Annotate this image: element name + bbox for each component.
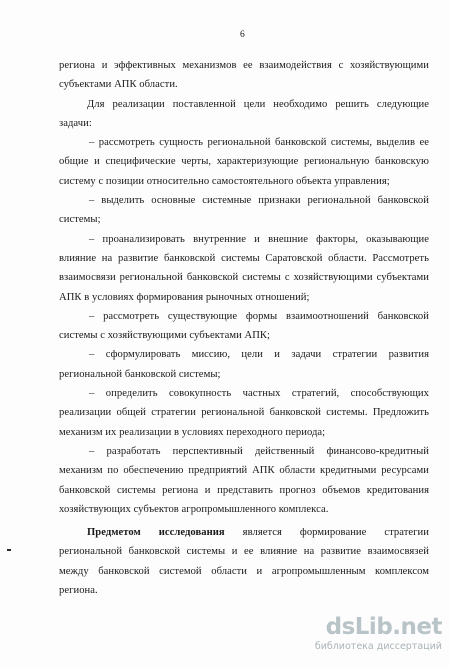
paragraph-subject (59, 523, 429, 600)
task-item: – рассмотреть сущность региональной банковской системы, выделив ее общие и специфические черты, характеризующие региональную банковскую систему с позиции относительно самостоятельного объекта управления; (59, 137, 429, 187)
margin-mark (7, 549, 11, 551)
task-item: – разработать перспективный действенный финансово-кредитный механизм по обеспечению предприятий АПК области кредитными ресурсами банковской системы региона и представить прогноз объемов кредитования хозяйствующих субъектов агропромышленного комплекса. (59, 445, 429, 515)
body-text (59, 56, 429, 600)
task-item: – определить совокупность частных стратегий, способствующих реализации общей стратегии региональной банковской системы. Предложить механизм их реализации в условиях переходного периода; (59, 388, 429, 438)
subject-text: является формирование стратегии региональной банковской системы и ее влияние на развитие взаимосвязей между банковской системой области и агропромышленным комплексом региона. (59, 527, 429, 597)
task-item: – сформулировать миссию, цели и задачи стратегии развития региональной банковской системы; (59, 349, 429, 380)
task-item: – рассмотреть существующие формы взаимоотношений банковской системы с хозяйствующими субъектами АПК; (59, 310, 429, 342)
paragraph-tasks-lead: Для реализации поставленной цели необходимо решить следующие задачи: (59, 98, 429, 129)
watermark (310, 614, 446, 660)
page-number: 6 (240, 30, 245, 40)
paragraph-intro: региона и эффективных механизмов ее взаимодействия с хозяйствующими субъектами АПК области. (59, 60, 429, 91)
watermark-logo: dsLib.net (325, 614, 442, 640)
subject-term: Предметом исследования (87, 527, 225, 539)
task-item: – проанализировать внутренние и внешние факторы, оказывающие влияние на развитие банковской системы Саратовской области. Рассмотреть взаимосвязи региональной банковской системы с хозяйствующими субъектами АПК в условиях формирования рыночных отношений; (59, 233, 429, 303)
task-item: – выделить основные системные признаки региональной банковской системы; (59, 195, 429, 226)
watermark-tagline: библиотека диссертаций (314, 641, 442, 652)
